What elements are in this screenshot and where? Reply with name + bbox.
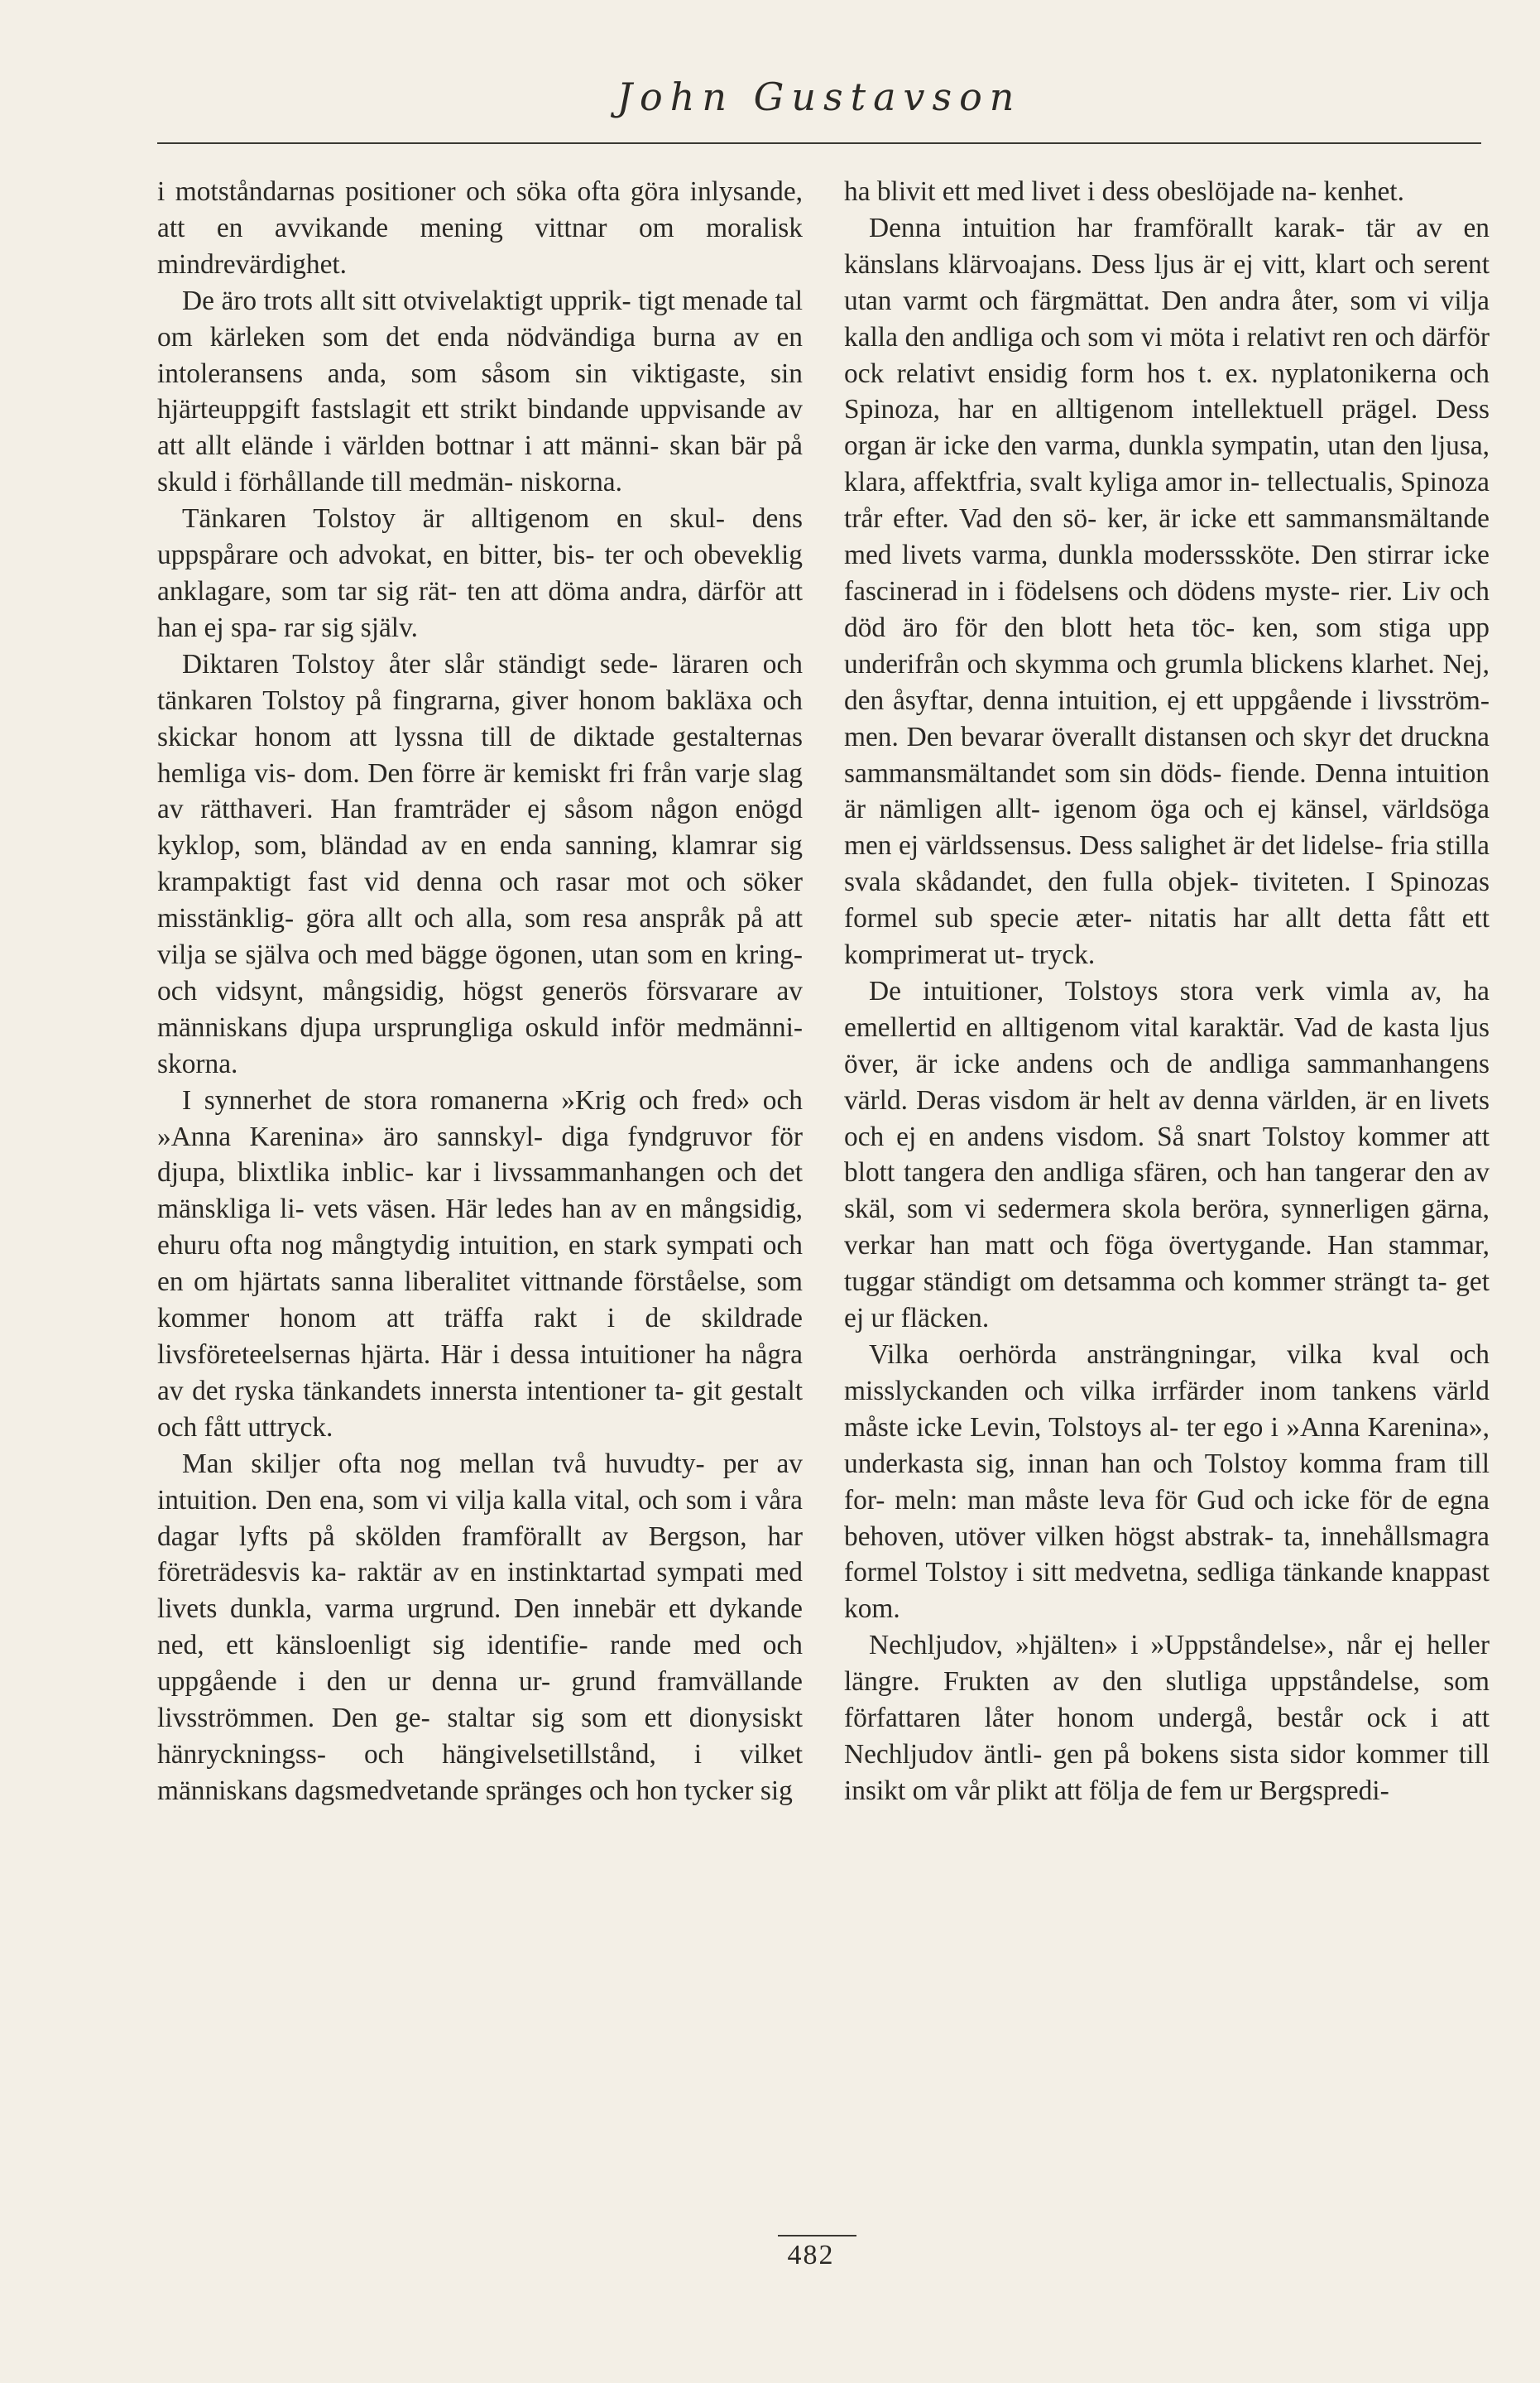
paragraph: Nechljudov, »hjälten» i »Uppståndelse», når ej heller längre. Frukten av den slutliga uppståndelse, som författaren låter honom undergå, består ock i att Nechljudov äntli- gen på bokens sista sidor kommer till insikt om vår plikt att följa de fem ur Bergspredi-: [844, 1630, 1490, 1806]
folio-rule: [778, 2235, 856, 2236]
paragraph: De äro trots allt sitt otvivelaktigt upprik- tigt menade tal om kärleken som det enda nödvändiga burna av en intoleransens anda, som såsom sin viktigaste, sin hjärteuppgift fastslagit ett strikt bindande uppvisande av att allt elände i världen bottnar i att männi- skan bär på skuld i förhållande till medmän- niskorna.: [157, 285, 803, 498]
right-column: [844, 174, 1490, 1809]
paragraph: De intuitioner, Tolstoys stora verk vimla av, ha emellertid en alltigenom vital karaktär. Vad de kasta ljus över, är icke andens och de andliga sammanhangens värld. Deras visdom är helt av denna världen, är en livets och ej en andens visdom. Så snart Tolstoy kommer att blott tangera den andliga sfären, och han tangerar den av skäl, som vi sedermera skola beröra, synnerligen gärna, verkar han matt och föga övertygande. Han stammar, tuggar ständigt om detsamma och kommer strängt ta- get ej ur fläcken.: [844, 975, 1490, 1334]
left-column: [157, 174, 803, 1809]
paragraph: i motståndarnas positioner och söka ofta göra inlysande, att en avvikande mening vittnar om moralisk mindrevärdighet.: [157, 176, 803, 280]
page-number: 482: [787, 2240, 835, 2270]
running-header-author: John Gustavson: [616, 74, 1022, 119]
paragraph: Tänkaren Tolstoy är alltigenom en skul- dens uppspårare och advokat, en bitter, bis- ter och obeveklig anklagare, som tar sig rät- ten att döma andra, därför att han ej spa- rar sig själv.: [157, 503, 803, 643]
header-rule: [157, 142, 1481, 144]
paragraph: ha blivit ett med livet i dess obeslöjade na- kenhet.: [844, 176, 1404, 207]
paragraph: Denna intuition har framförallt karak- tär av en känslans klärvoajans. Dess ljus är ej vitt, klart och serent utan varmt och färgmättat. Den andra åter, som vi vilja kalla den andliga och som vi möta i relativt ren och därför ock relativt ensidig form hos t. ex. nyplatonikerna och Spinoza, har en alltigenom intellektuell prägel. Dess organ är icke den varma, dunkla sympatin, utan den ljusa, klara, affektfria, svalt kyliga amor in- tellectualis, Spinoza trår efter. Vad den sö- ker, är icke ett sammansmältande med livets varma, dunkla modersssköte. Den stirrar icke fascinerad in i födelsens och dödens myste- rier. Liv och död äro för den blott heta töc- ken, som stiga upp underifrån och skymma och grumla blickens klarhet. Nej, den åsyftar, denna intuition, ej ett uppgående i livsström- men. Den bevarar överallt distansen och skyr det druckna sammansmältandet som sin döds- fiende. Denna intuition är nämligen allt- igenom öga och ej känsel, världsöga men ej världssensus. Dess salighet är det lidelse- fria stilla svala skådandet, den fulla objek- tiviteten. I Spinozas formel sub specie æter- nitatis har allt detta fått ett komprimerat ut- tryck.: [844, 212, 1490, 971]
paragraph: I synnerhet de stora romanerna »Krig och fred» och »Anna Karenina» äro sannskyl- diga fyndgruvor för djupa, blixtlika inblic- kar i livssammanhangen och det mänskliga li- vets väsen. Här ledes han av en mångsidig, ehuru ofta nog mångtydig intuition, en stark sympati och en om hjärtats sanna liberalitet vittnande förståelse, som kommer honom att träffa rakt i de skildrade livsföreteelsernas hjärta. Här i dessa intuitioner ha några av det ryska tänkandets innersta intentioner ta- git gestalt och fått uttryck.: [157, 1084, 803, 1443]
paragraph: Diktaren Tolstoy åter slår ständigt sede- läraren och tänkaren Tolstoy på fingrarna, giver honom bakläxa och skickar honom att lyssna till de diktade gestalternas hemliga vis- dom. Den förre är kemiskt fri från varje slag av rätthaveri. Han framträder ej såsom någon enögd kyklop, som, bländad av en enda sanning, klamrar sig krampaktigt fast vid denna och rasar mot och söker misstänklig- göra allt och alla, som resa anspråk på att vilja se själva och med bägge ögonen, utan som en kring- och vidsynt, mångsidig, högst generös försvarare av människans djupa ursprungliga oskuld inför medmänni- skorna.: [157, 648, 803, 1079]
running-header: [157, 66, 1481, 141]
paragraph: Vilka oerhörda ansträngningar, vilka kval och misslyckanden och vilka irrfärder inom tankens värld måste icke Levin, Tolstoys al- ter ego i »Anna Karenina», underkasta sig, innan han och Tolstoy komma fram till for- meln: man måste leva för Gud och icke för de egna behoven, utöver vilken högst abstrak- ta, innehållsmagra formel Tolstoy i sitt medvetna, sedliga tänkande knappast kom.: [844, 1339, 1490, 1625]
paragraph: Man skiljer ofta nog mellan två huvudty- per av intuition. Den ena, som vi vilja kalla vital, och som i våra dagar lyfts på skölden framförallt av Bergson, har företrädesvis ka- raktär av en instinktartad sympati med livets dunkla, varma urgrund. Den innebär ett dykande ned, ett känsloenligt sig identifie- rande med och uppgående i den ur denna ur- grund framvällande livsströmmen. Den ge- staltar sig som ett dionysiskt hänryckningss- och hängivelsetillstånd, i vilket människans dagsmedvetande spränges och hon tycker sig: [157, 1448, 803, 1806]
